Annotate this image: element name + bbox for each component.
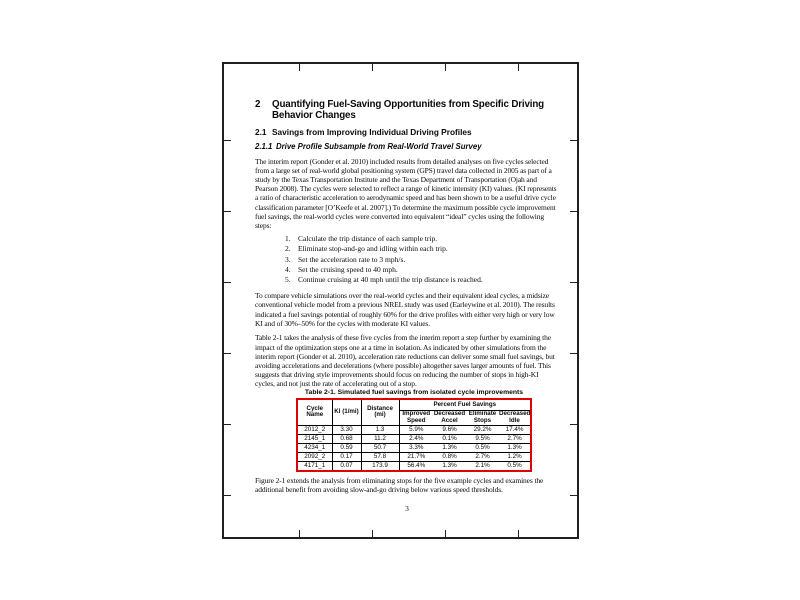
cell-decreased-accel: 0.1% (433, 434, 466, 443)
list-item-text: Set the acceleration rate to 3 mph/s. (298, 254, 406, 264)
cell-decreased-accel: 1.3% (433, 461, 466, 471)
paragraph-table-discussion: Table 2-1 takes the analysis of these five cycles from the interim report a step further by examining the impact of the optimization steps one at a time in isolation. As indicated by other simulations from the interim report (Gonder et al. 2010), acceleration rate reductions can deliver some small fuel savings, but avoiding accelerations and decelerations (where possible) altogether saves larger amounts of fuel. This suggests that driving style improvements should focus on reducing the number of stops in high-KI cycles, and not just the rate of accelerating out of a stop. (255, 333, 555, 389)
table-header (297, 399, 531, 425)
fuel-savings-table (296, 398, 532, 472)
cell-improved-speed: 3.3% (399, 443, 433, 452)
cell-improved-speed: 2.4% (399, 434, 433, 443)
col-header-ki: KI (1/mi) (332, 399, 361, 425)
table-row (297, 425, 531, 434)
col-header-improved-speed: Improved Speed (399, 411, 433, 426)
cell-distance: 57.8 (361, 452, 399, 461)
cell-cycle-name: 4234_1 (297, 443, 332, 452)
page-number: 3 (405, 504, 409, 513)
cell-eliminate-stops: 2.1% (466, 461, 499, 471)
list-item (285, 275, 559, 285)
col-header-decreased-idle: Decreased Idle (499, 410, 531, 424)
cell-ki: 0.17 (332, 452, 361, 461)
section-number: 2 (255, 99, 261, 110)
cell-ki: 0.68 (332, 434, 361, 443)
cell-eliminate-stops: 29.2% (473, 425, 492, 433)
list-item (285, 244, 559, 254)
cell-decreased-accel: 9.6% (442, 425, 457, 433)
list-item-text: Calculate the trip distance of each sample trip. (298, 234, 438, 244)
page-border (222, 62, 579, 539)
subsection-heading (255, 128, 559, 138)
ideal-cycle-steps-list (255, 234, 559, 285)
list-item-text: Continue cruising at 40 mph until the trip distance is reached. (298, 275, 483, 285)
table-caption: Table 2-1. Simulated fuel savings from isolated cycle improvements (304, 389, 524, 396)
cell-ki: 3.30 (332, 425, 361, 434)
cell-distance: 173.9 (361, 461, 399, 471)
list-item-number: 3. (285, 254, 291, 264)
cell-decreased-accel: 1.3% (433, 443, 466, 452)
paragraph-simulation-comparison: To compare vehicle simulations over the real-world cycles and their equivalent ideal cycles, a midsize conventional vehicle model from a previous NREL study was used (Earleywine et al. 2010). The results indicated a fuel savings potential of roughly 60% for the drive profiles with either very high or very low KI and of 30%–50% for the cycles with moderate KI values. (255, 291, 555, 328)
subsubsection-title: Drive Profile Subsample from Real-World Travel Survey (276, 142, 482, 151)
list-item-number: 4. (285, 265, 291, 275)
paragraph-figure-intro: Figure 2-1 extends the analysis from eliminating stops for the five example cycles and examines the additional benefit from avoiding slow-and-go driving below various speed thresholds. (255, 476, 544, 495)
ruler-ticks-right (570, 70, 577, 532)
cell-decreased-idle: 1.2% (499, 452, 531, 461)
paragraph-intro: The interim report (Gonder et al. 2010) included results from detailed analyses on five cycles selected from a large set of real-world global positioning system (GPS) travel data collected in 2005 as part of a study by the Texas Transportation Institute and the Texas Department of Transportation (Ojah and Pearson 2008). The cycles were selected to reflect a range of kinetic intensity (KI) values. (KI represents a ratio of characteristic acceleration to aerodynamic speed and has been shown to be a useful drive cycle classification parameter [O’Keefe et al. 2007].) To determine the maximum possible cycle improvement fuel savings, the real-world cycles were converted into equivalent “ideal” cycles using the following steps: (255, 156, 557, 230)
ruler-ticks-top (227, 64, 577, 71)
cell-decreased-idle: 0.5% (499, 461, 531, 471)
col-header-cycle-name: Cycle Name (297, 399, 332, 425)
cell-decreased-idle: 1.3% (499, 443, 531, 452)
cell-ki: 0.59 (332, 443, 361, 452)
page-content (255, 99, 559, 389)
cell-cycle-name: 2092_2 (297, 452, 332, 461)
col-header-distance: Distance (mi) (361, 399, 399, 425)
cell-eliminate-stops: 0.5% (466, 443, 499, 452)
cell-improved-speed: 5.9% (409, 425, 424, 433)
subsubsection-heading (255, 142, 559, 151)
list-item (285, 255, 559, 265)
cell-improved-speed: 21.7% (399, 452, 433, 461)
cell-cycle-name: 4171_1 (297, 461, 332, 471)
table-row (297, 461, 531, 471)
list-item-number: 1. (285, 234, 291, 244)
table-row (297, 443, 531, 452)
col-header-percent-fuel-savings: Percent Fuel Savings (399, 399, 531, 411)
cell-decreased-accel: 0.8% (433, 452, 466, 461)
cell-cycle-name: 2145_1 (297, 434, 332, 443)
cell-ki: 0.07 (332, 461, 361, 471)
subsection-number: 2.1 (255, 127, 267, 137)
list-item (285, 265, 559, 275)
cell-cycle-name: 2012_2 (297, 425, 332, 434)
list-item (285, 234, 559, 244)
col-header-eliminate-stops: Eliminate Stops (466, 411, 499, 426)
subsubsection-number: 2.1.1 (255, 142, 273, 151)
cell-distance: 1.3 (361, 425, 399, 434)
cell-decreased-idle: 2.7% (499, 434, 531, 443)
cell-distance: 11.2 (361, 434, 399, 443)
ruler-ticks-bottom (227, 530, 577, 537)
table-row (297, 452, 531, 461)
ruler-ticks-left (224, 70, 231, 532)
list-item-text: Eliminate stop-and-go and idling within each trip. (298, 244, 448, 254)
cell-improved-speed: 56.4% (399, 461, 433, 471)
cell-eliminate-stops: 2.7% (466, 452, 499, 461)
table-row (297, 434, 531, 443)
section-heading (255, 99, 559, 121)
list-item-number: 5. (285, 275, 291, 285)
list-item-number: 2. (285, 244, 291, 254)
cell-decreased-idle: 17.4% (505, 425, 524, 433)
subsection-title: Savings from Improving Individual Driving Profiles (272, 127, 472, 137)
list-item-text: Set the cruising speed to 40 mph. (298, 265, 398, 275)
col-header-decreased-accel: Decreased Accel (433, 410, 466, 424)
cell-eliminate-stops: 9.5% (466, 434, 499, 443)
section-title: Quantifying Fuel-Saving Opportunities from Specific Driving Behavior Changes (272, 99, 545, 121)
cell-distance: 50.7 (361, 443, 399, 452)
